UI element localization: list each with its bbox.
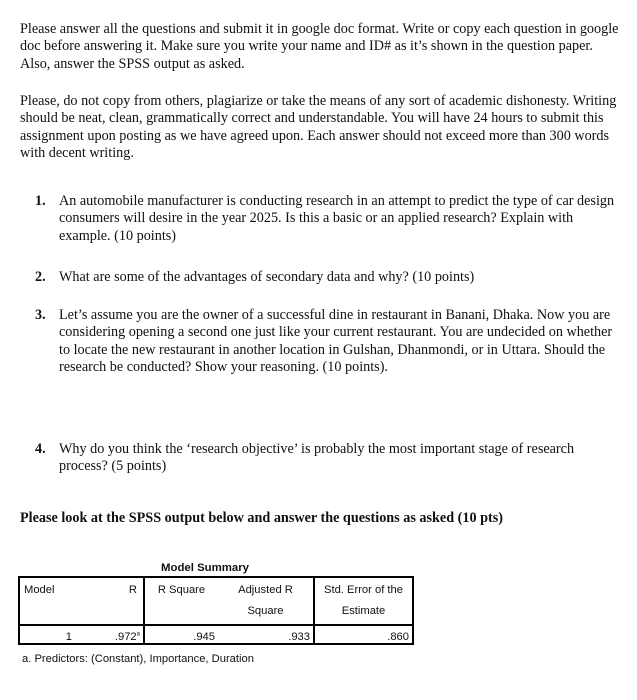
cell-model: 1 [19,625,75,644]
table-row [19,625,413,644]
question-text: What are some of the advantages of secondary data and why? (10 points) [59,269,475,285]
cell-value: .972 [114,631,137,643]
question-4 [35,441,615,476]
model-summary-table [18,576,414,645]
footnote-marker: a [136,631,140,638]
question-number: 2. [35,269,46,285]
cell-r-square: .945 [144,625,218,644]
question-1 [35,193,615,245]
table-footnote: a. Predictors: (Constant), Importance, Duration [22,653,254,665]
question-text: Let’s assume you are the owner of a successful dine in restaurant in Banani, Dhaka. Now you are considering opening a second one just like your current restaurant. You are undecided on whether to locate the new restaurant in another location in Gulshan, Dhanmondi, or in Uttara. Should the research be conducted? Show your reasoning. (10 points). [59,307,613,376]
question-2 [35,269,615,286]
header-text: Estimate [341,605,386,617]
header-text: Adjusted R [238,584,293,596]
header-std-error [314,577,413,625]
cell-adjusted-r-square: .933 [218,625,314,644]
spss-section-heading: Please look at the SPSS output below and answer the questions as asked (10 pts) [20,510,503,526]
header-adjusted-r-square [218,577,314,625]
question-number: 4. [35,441,46,457]
question-3 [35,307,615,377]
question-number: 3. [35,307,46,323]
table-header-row [19,577,413,625]
model-summary-title: Model Summary [161,562,249,574]
header-model: Model [19,577,75,625]
header-r-square: R Square [144,577,218,625]
question-text: An automobile manufacturer is conducting research in an attempt to predict the type of car design consumers will desire in the year 2025. Is this a basic or an applied research? Explain with example. (10 points) [59,193,615,244]
header-text: Std. Error of the [324,584,403,596]
cell-std-error: .860 [314,625,413,644]
header-r: R [75,577,144,625]
header-text: Square [247,605,284,617]
instruction-paragraph-2: Please, do not copy from others, plagiarize or take the means of any sort of academic dishonesty. Writing should be neat, clean, grammatically correct and understandable. You will have 24 hours to submit this assignment upon posting as we have agreed upon. Each answer should not exceed more than 300 words with decent writing. [20,93,617,162]
question-text: Why do you think the ‘research objective’ is probably the most important stage of research process? (5 points) [59,441,575,475]
question-number: 1. [35,193,46,209]
cell-r [75,625,144,644]
instruction-paragraph-1: Please answer all the questions and submit it in google doc format. Write or copy each question in google doc before answering it. Make sure you write your name and ID# as it’s shown in the question paper. Also, answer the SPSS output as asked. [20,21,619,72]
